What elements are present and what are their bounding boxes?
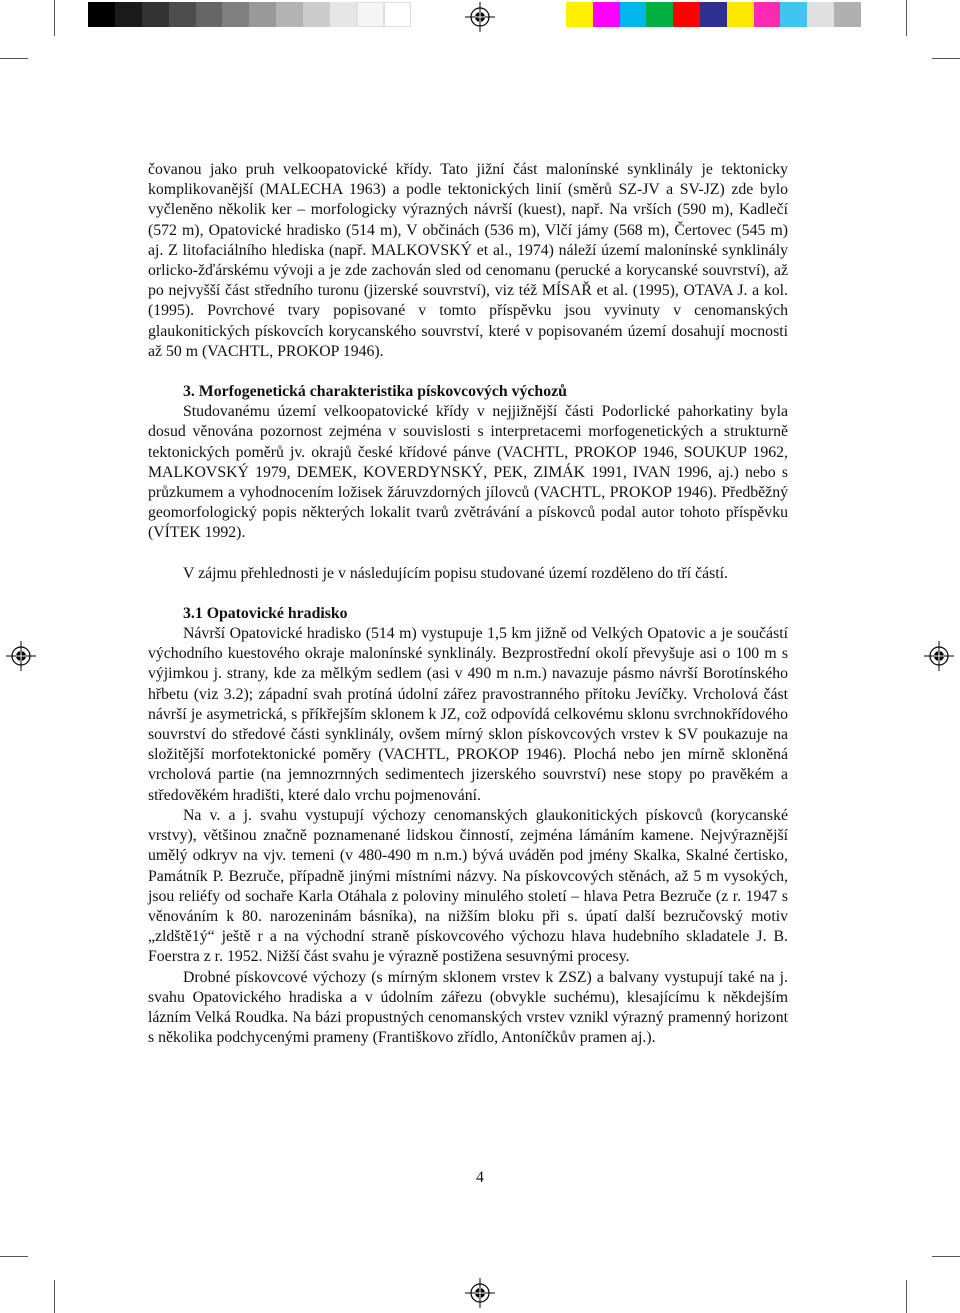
color-swatch — [646, 2, 673, 27]
color-swatch — [700, 2, 727, 27]
paragraph-intro: čovanou jako pruh velkoopatovické křídy. Tato jižní část malonínské synklinály je tektonicky komplikovanější (MALECHA 1963) a podle tektonických linií (směrů SZ-JV a SV-JZ) zde bylo vyčleněno několik ker – morfologicky výrazných návrší (kuest), např. Na vrších (590 m), Kadlečí (572 m), Opatovické hradisko (514 m), V občinách (536 m), Vlčí jámy (568 m), Čertovec (545 m) aj. Z litofaciálního hlediska (např. MALKOVSKÝ et al., 1974) náleží území malonínské synklinály orlicko-žďárskému vývoji a je zde zachován sled od cenomanu (perucké a korycanské souvrství), až po nejvyšší část středního turonu (jizerské souvrství), viz též MÍSAŘ et al. (1995), OTAVA J. a kol. (1995). Povrchové tvary popisované v tomto příspěvku jsou vyvinuty v cenomanských glaukonitických pískovcích korycanského souvrství, které v popisovaném území dosahují mocnosti až 50 m (VACHTL, PROKOP 1946). — [148, 161, 788, 360]
crop-mark-bottom-left-h — [0, 1256, 28, 1257]
color-swatch — [727, 2, 754, 27]
paragraph-morphogenesis: Studovanému území velkoopatovické křídy v nejjižnější části Podorlické pahorkatiny byla dosud věnována pozornost zejména v souvislosti s interpretacemi morfogenetických a strukturně tektonických poměrů jv. okrajů české křídové pánve (VACHTL, PROKOP 1946, SOUKUP 1962, MALKOVSKÝ 1979, DEMEK, KOVERDYNSKÝ, PEK, ZIMÁK 1991, IVAN 1996, aj.) nebo s průzkumem a vyhodnocením ložisek žáruvzdorných jílovců (VACHTL, PROKOP 1946). Předběžný geomorfologický popis některých lokalit tvarů zvětrávání a pískovců podal autor tohoto příspěvku (VÍTEK 1992). — [148, 403, 788, 542]
section-heading-3-1: 3.1 Opatovické hradisko — [183, 604, 348, 622]
paragraph-division-note: V zájmu přehlednosti je v následujícím popisu studované území rozděleno do tří částí. — [183, 564, 729, 582]
color-swatch — [249, 2, 276, 27]
color-swatch — [88, 2, 115, 27]
paragraph-outcrops-south: Drobné pískovcové výchozy (s mírným sklonem vrstev k ZSZ) a balvany vystupují také na j. svahu Opatovického hradiska a v údolním zářezu (obvykle suchému), klesajícímu k někdejším lázním Velká Roudka. Na bázi propustných cenomanských vrstev vznikl výrazný pramenný horizont s několika podchycenými prameny (Františkovo zřídlo, Antoníčkův pramen aj.). — [148, 968, 788, 1047]
grayscale-color-bar — [88, 2, 411, 27]
color-swatch — [566, 2, 593, 27]
color-swatch — [276, 2, 303, 27]
color-swatch — [303, 2, 330, 27]
color-swatch — [384, 2, 411, 27]
color-swatch — [754, 2, 781, 27]
document-body — [148, 160, 788, 1048]
registration-target-icon — [465, 2, 495, 32]
process-color-bar — [566, 2, 861, 27]
color-swatch — [807, 2, 834, 27]
color-swatch — [780, 2, 807, 27]
color-swatch — [169, 2, 196, 27]
crop-mark-top-left-h — [0, 58, 28, 59]
color-swatch — [834, 2, 861, 27]
color-swatch — [593, 2, 620, 27]
color-swatch — [196, 2, 223, 27]
registration-target-icon — [6, 641, 36, 671]
crop-mark-top-right-h — [932, 58, 960, 59]
color-swatch — [620, 2, 647, 27]
color-swatch — [330, 2, 357, 27]
crop-mark-bottom-right-v — [906, 1280, 907, 1313]
registration-target-icon — [924, 641, 954, 671]
color-swatch — [142, 2, 169, 27]
crop-mark-bottom-left-v — [54, 1280, 55, 1313]
paragraph-opatovicke-hradisko: Návrší Opatovické hradisko (514 m) vystupuje 1,5 km jižně od Velkých Opatovic a je součástí východního kuestového okraje malonínské synklinály. Bezprostřední okolí převyšuje asi o 100 m s výjimkou j. strany, kde za mělkým sedlem (asi v 490 m n.m.) navazuje pásmo návrší Borotínského hřbetu (viz 3.2); západní svah protíná údolní zářez pravostranného přítoku Jevíčky. Vrcholová část návrší je asymetrická, s příkřejším sklonem k JZ, což odpovídá celkovému sklonu svrchnokřídového souvrství do středové části synklinály, ovšem mírný sklon pískovcových vrstev k SV poukazuje na složitější morfotektonické poměry (VACHTL, PROKOP 1946). Plochá nebo jen mírně skloněná vrcholová partie (na jemnozrnných sedimentech jizerského souvrství) nese stopy po pravěkém a středověkém hradišti, které dalo vrchu pojmenování. — [148, 625, 788, 804]
section-heading-3: 3. Morfogenetická charakteristika pískovcových výchozů — [183, 383, 567, 401]
color-swatch — [673, 2, 700, 27]
crop-mark-bottom-right-h — [932, 1256, 960, 1257]
crop-mark-top-left-v — [54, 0, 55, 36]
color-swatch — [115, 2, 142, 27]
paragraph-outcrops-east: Na v. a j. svahu vystupují výchozy cenomanských glaukonitických pískovců (korycanské vrstvy), většinou značně poznamenané lidskou činností, zejména lámáním kamene. Nejvýraznější umělý odkryv na vjv. temeni (v 480-490 m n.m.) bývá uváděn pod jmény Skalka, Skalné čertisko, Památník P. Bezruče, případně jinými místními názvy. Na pískovcových stěnách, až 5 m vysokých, jsou reliéfy od sochaře Karla Otáhala z poloviny minulého století – hlava Petra Bezruče (z r. 1947 s věnováním k 80. narozeninám básníka), na nižším bloku při s. úpatí další bezručovský motiv „zldště1ý“ ještě r a na východní straně pískovcového výchozu hlava hudebního skladatele J. B. Foerstra z r. 1952. Nižší část svahu je výrazně postižena sesuvnými procesy. — [148, 806, 788, 966]
color-swatch — [357, 2, 384, 27]
registration-target-icon — [465, 1278, 495, 1308]
crop-mark-top-right-v — [906, 0, 907, 36]
page-number: 4 — [476, 1169, 484, 1186]
color-swatch — [222, 2, 249, 27]
